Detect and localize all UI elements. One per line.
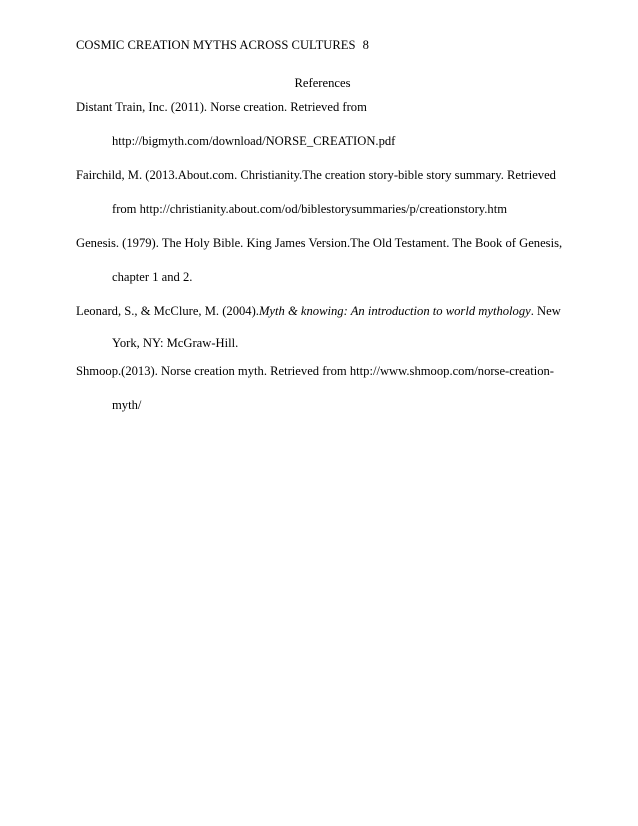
page-number: 8 (362, 38, 369, 52)
reference-authors-year: Leonard, S., & McClure, M. (2004). (76, 304, 259, 318)
reference-line-2: http://bigmyth.com/download/NORSE_CREATION.pdf (112, 134, 396, 148)
reference-line-1 (76, 304, 561, 319)
reference-line-2: chapter 1 and 2. (112, 270, 193, 284)
reference-line-1: Genesis. (1979). The Holy Bible. King James Version.The Old Testament. The Book of Genesis, (76, 236, 563, 250)
reference-line-2: York, NY: McGraw-Hill. (112, 336, 239, 350)
reference-line-1: Fairchild, M. (2013.About.com. Christianity.The creation story-bible story summary. Retrieved (76, 168, 556, 182)
reference-line-1: Distant Train, Inc. (2011). Norse creation. Retrieved from (76, 100, 367, 114)
reference-line-1: Shmoop.(2013). Norse creation myth. Retrieved from http://www.shmoop.com/norse-creation- (76, 364, 554, 378)
running-title: COSMIC CREATION MYTHS ACROSS CULTURES (76, 38, 356, 52)
reference-line-2: myth/ (112, 398, 142, 412)
reference-line-suffix: . New (530, 304, 561, 318)
reference-line-2: from http://christianity.about.com/od/biblestorysummaries/p/creationstory.htm (112, 202, 507, 216)
running-head (76, 38, 369, 53)
reference-book-title: Myth & knowing: An introduction to world mythology (258, 304, 531, 318)
references-title: References (294, 76, 351, 90)
